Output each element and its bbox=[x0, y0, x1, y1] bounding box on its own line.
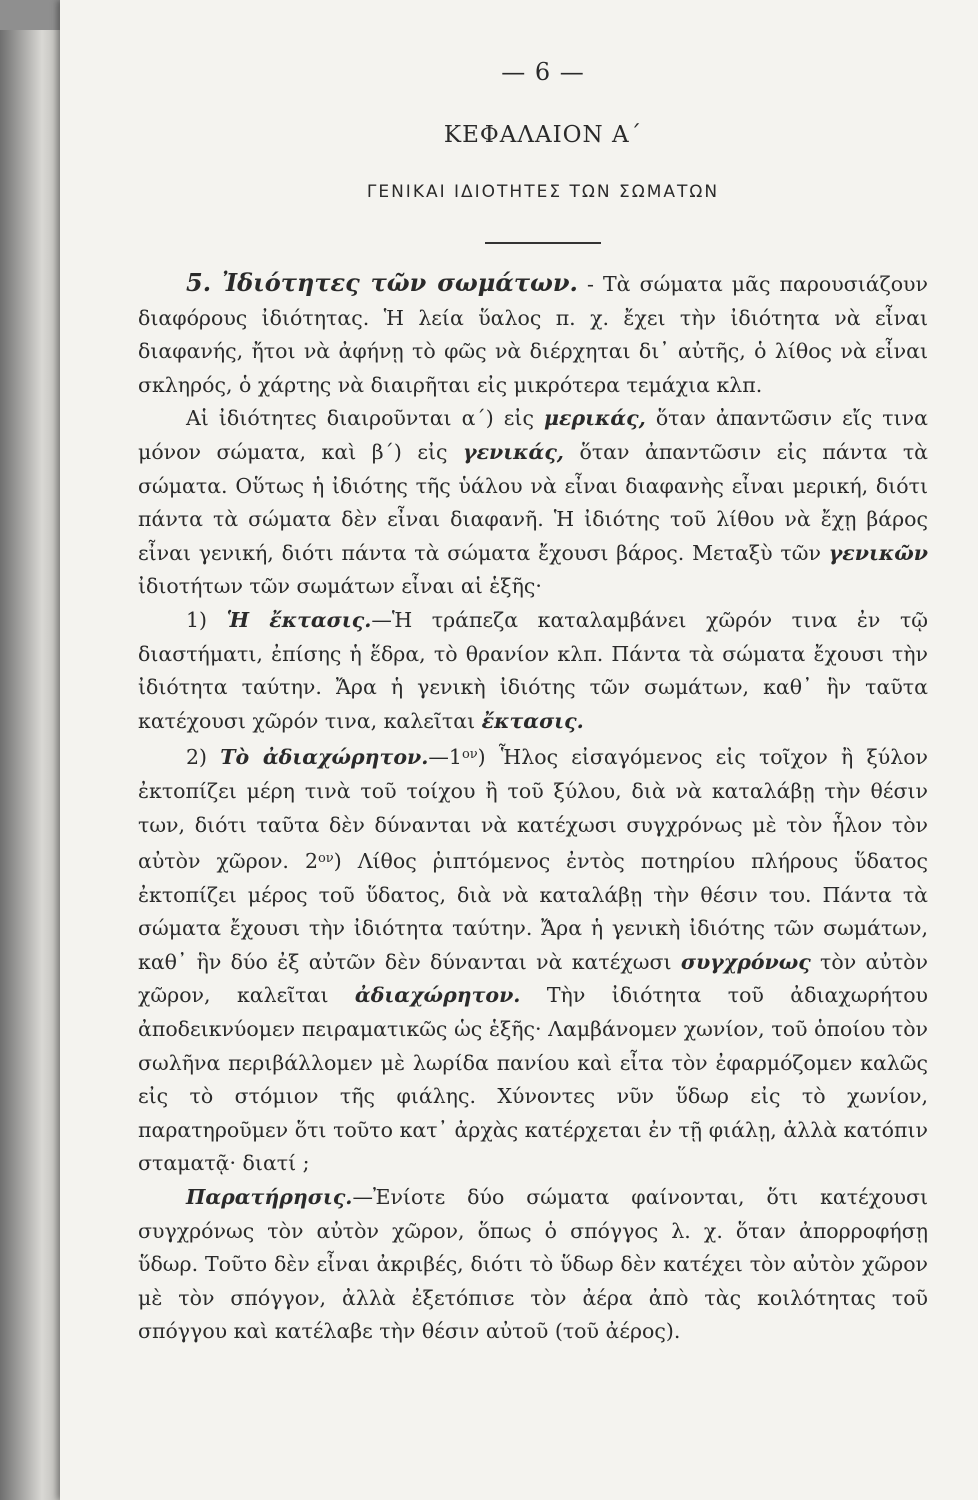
text-run: —1 bbox=[428, 745, 462, 770]
ordinal-suffix: ον bbox=[461, 747, 478, 763]
section-intro: - Τὰ σώματα μᾶς παρουσιάζουν διαφόρους ἰδιότητας. Ἡ λεία ὕαλος π. χ. ἔχει τὴν ἰδιότητα νὰ εἶναι διαφανής, ἤτοι νὰ ἀφήνῃ τὸ φῶς νὰ διέρχηται δι᾿ αὐτῆς, ὁ λίθος νὰ εἶναι σκληρός, ὁ χάρτης νὰ διαιρῆται εἰς μικρότερα τεμάχια κλπ. bbox=[138, 272, 928, 397]
paragraph-section-5 bbox=[138, 266, 928, 402]
term-synchronos: συγχρόνως bbox=[680, 949, 811, 974]
chapter-title: ΚΕΦΑΛΑΙΟΝ Α΄ bbox=[443, 122, 643, 148]
text-run: ) Ἧλος εἰσαγόμενος εἰς τοῖχον ἢ ξύλον ἐκτοπίζει μέρη τινὰ τοῦ τοίχου ἢ τοῦ ξύλου, διὰ νὰ καταλάβῃ τὴν θέσιν των, διότι ταῦτα δὲν δύνανται νὰ κατέχωσι συγχρόνως μὲ τὸν ἧλον τὸν αὐτὸν χῶρον. 2 bbox=[138, 745, 929, 874]
text-run: ἰδιοτήτων τῶν σωμάτων εἶναι αἱ ἑξῆς· bbox=[138, 574, 542, 599]
term-paratirisis: Παρατήρησις. bbox=[186, 1185, 353, 1210]
ordinal-suffix: ον bbox=[317, 851, 334, 867]
text-run: —Ἐνίοτε δύο σώματα φαίνονται, ὅτι κατέχουσι συγχρόνως τὸν αὐτὸν χῶρον, ὅπως ὁ σπόγγος λ. χ. ὅταν ἀπορροφήσῃ ὕδωρ. Τοῦτο δὲν εἶναι ἀκριβές, διότι τὸ ὕδωρ δὲν κατέχει τὸν αὐτὸν χῶρον μὲ τὸν σπόγγον, ἀλλὰ ἐξετόπισε τὸν ἀέρα ἀπὸ τὰς κοιλότητας τοῦ σπόγγου καὶ κατέλαβε τὴν θέσιν αὐτοῦ (τοῦ ἀέρος). bbox=[138, 1185, 928, 1344]
text-run: ὅταν ἀπαντῶσιν εἴς τινα μόνον σώματα, καὶ β΄) εἰς bbox=[138, 406, 928, 464]
text-run: ὅταν ἀπαντῶσιν εἰς πάντα τὰ σώματα. Οὕτως ἡ ἰδιότης τῆς ὑάλου νὰ εἶναι διαφανὴς εἶναι μερική, διότι πάντα τὰ σώματα δὲν εἶναι διαφανῆ. Ἡ ἰδιότης τοῦ λίθου νὰ ἔχῃ βάρος εἶναι γενική, διότι πάντα τὰ σώματα ἔχουσι βάρος. Μεταξὺ τῶν bbox=[138, 439, 929, 565]
term-adiachoriton-heading: Τὸ ἀδιαχώρητον. bbox=[220, 745, 429, 770]
body-text bbox=[138, 266, 928, 1349]
text-run: —Ἡ τράπεζα καταλαμβάνει χῶρόν τινα ἐν τῷ διαστήματι, ἐπίσης ἡ ἕδρα, τὸ θρανίον κλπ. Πάντα τὰ σώματα ἔχουσι τὴν ἰδιότητα ταύτην. Ἄρα ἡ γενικὴ ἰδιότης τῶν σωμάτων, καθ᾿ ἣν ταῦτα κατέχουσι χῶρόν τινα, καλεῖται bbox=[138, 607, 929, 733]
paragraph-ektasis bbox=[138, 604, 928, 738]
term-merikas: μερικάς, bbox=[543, 406, 646, 431]
term-ektasis: ἔκτασις. bbox=[481, 708, 584, 733]
term-ektasis-heading: Ἡ ἔκτασις. bbox=[226, 607, 372, 632]
paragraph-classification bbox=[138, 402, 928, 604]
page-content bbox=[138, 58, 928, 1349]
term-genikas: γενικάς, bbox=[463, 439, 564, 464]
text-run: Αἱ ἰδιότητες διαιροῦνται α΄) εἰς bbox=[186, 406, 544, 431]
page-edge-shadow bbox=[0, 30, 60, 1500]
text-run: τὸν αὐτὸν χῶρον, καλεῖται bbox=[138, 949, 928, 1008]
divider-rule bbox=[485, 242, 601, 244]
section-heading: 5. Ἰδιότητες τῶν σωμάτων. bbox=[186, 268, 578, 297]
page-number: — 6 — bbox=[501, 58, 585, 86]
term-genikon: γενικῶν bbox=[828, 540, 928, 565]
chapter-subtitle: ΓΕΝΙΚΑΙ ΙΔΙΟΤΗΤΕΣ ΤΩΝ ΣΩΜΑΤΩΝ bbox=[366, 182, 720, 202]
paragraph-adiachoriton bbox=[138, 738, 928, 1181]
item-number: 2) bbox=[186, 745, 221, 770]
text-run: ) Λίθος ῥιπτόμενος ἐντὸς ποτηρίου πλήρους ὕδατος ἐκτοπίζει μέρος τοῦ ὕδατος, διὰ νὰ καταλάβῃ τὴν θέσιν του. Πάντα τὰ σώματα ἔχουσι τὴν ἰδιότητα ταύτην. Ἄρα ἡ γενικὴ ἰδιότης τῶν σωμάτων, καθ᾿ ἣν δύο ἐξ αὐτῶν δὲν δύνανται νὰ κατέχωσι bbox=[138, 849, 928, 974]
item-number: 1) bbox=[186, 607, 227, 632]
term-adiachoriton: ἀδιαχώρητον. bbox=[354, 983, 521, 1008]
text-run: Τὴν ἰδιότητα τοῦ ἀδιαχωρήτου ἀποδεικνύομεν πειραματικῶς ὡς ἑξῆς· Λαμβάνομεν χωνίον, τοῦ ὁποίου τὸν σωλῆνα περιβάλλομεν μὲ λωρίδα πανίου καὶ εἶτα τὸν ἐφαρμόζομεν καλῶς εἰς τὸ στόμιον τῆς φιάλης. Χύνοντες νῦν ὕδωρ εἰς τὸ χωνίον, παρατηροῦμεν ὅτι τοῦτο κατ᾿ ἀρχὰς κατέρχεται ἐν τῇ φιάλῃ, ἀλλὰ κατόπιν σταματᾷ· διατί ; bbox=[138, 983, 928, 1176]
book-page bbox=[60, 0, 978, 1500]
paragraph-paratirisis bbox=[138, 1181, 928, 1349]
